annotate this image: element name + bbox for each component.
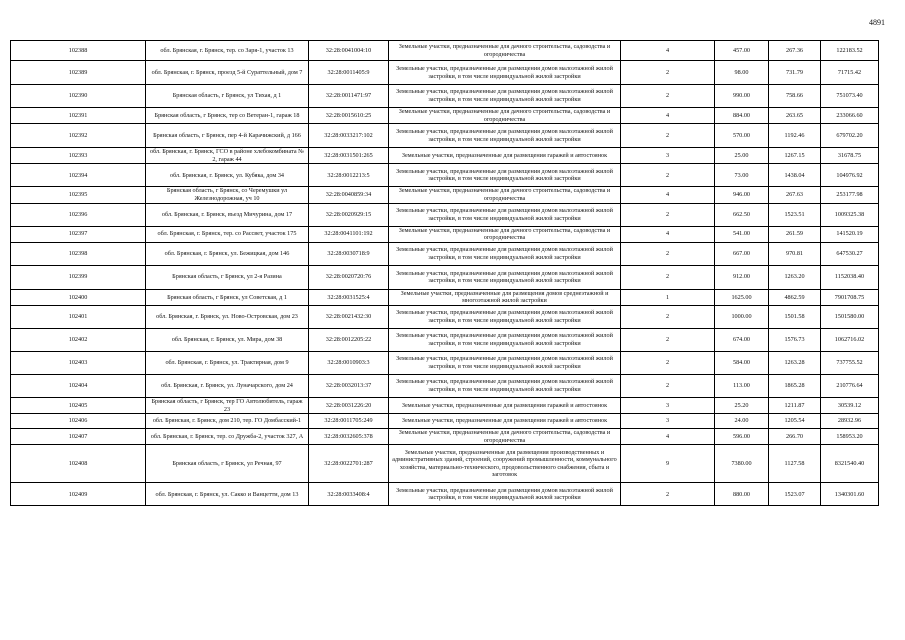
specific-value-cell: 1205.54 — [769, 414, 821, 429]
land-use-cell: Земельные участки, предназначенные для размещения производственных и административных зданий, строений, сооружений промышленности, коммунального хозяйства, материально-технического, продовольственного снабжения, сбыта и заготовок — [389, 445, 621, 483]
specific-value-cell: 1211.87 — [769, 397, 821, 413]
cadastral-number-cell: 32:28:0015610:25 — [309, 108, 389, 124]
row-number: 102396 — [11, 203, 146, 226]
cadastral-value-cell: 233066.60 — [821, 108, 879, 124]
land-use-cell: Земельные участки, предназначенные для размещения домов малоэтажной жилой застройки, в том числе индивидуальной жилой застройки — [389, 164, 621, 187]
address-cell: Брянская область, г Брянск, со Черемушки ул Железнодорожная, уч 10 — [146, 187, 309, 203]
table-row — [11, 414, 879, 429]
table-row — [11, 226, 879, 242]
cadastral-value-cell: 253177.98 — [821, 187, 879, 203]
cadastral-number-cell: 32:28:0031525:4 — [309, 289, 389, 305]
row-number: 102406 — [11, 414, 146, 429]
area-cell: 570.00 — [715, 124, 769, 148]
page-number: 4891 — [869, 18, 885, 27]
cadastral-value-cell: 141520.19 — [821, 226, 879, 242]
area-cell: 990.00 — [715, 85, 769, 108]
usage-group-cell: 3 — [621, 148, 715, 164]
land-use-cell: Земельные участки, предназначенные для дачного строительства, садоводства и огородничества — [389, 226, 621, 242]
area-cell: 946.00 — [715, 187, 769, 203]
specific-value-cell: 731.79 — [769, 61, 821, 85]
row-number: 102398 — [11, 242, 146, 265]
address-cell: Брянская область, г Брянск, пер 4-й Карачижский, д 166 — [146, 124, 309, 148]
cadastral-value-cell: 737755.52 — [821, 351, 879, 374]
specific-value-cell: 1263.28 — [769, 351, 821, 374]
area-cell: 667.00 — [715, 242, 769, 265]
land-use-cell: Земельные участки, предназначенные для размещения домов малоэтажной жилой застройки, в том числе индивидуальной жилой застройки — [389, 305, 621, 328]
usage-group-cell: 4 — [621, 41, 715, 61]
row-number: 102394 — [11, 164, 146, 187]
cadastral-number-cell: 32:28:0031501:265 — [309, 148, 389, 164]
table-row — [11, 397, 879, 413]
cadastral-value-cell: 1152038.40 — [821, 265, 879, 289]
area-cell: 662.50 — [715, 203, 769, 226]
area-cell: 880.00 — [715, 483, 769, 506]
cadastral-number-cell: 32:28:0012205:22 — [309, 328, 389, 351]
specific-value-cell: 758.66 — [769, 85, 821, 108]
cadastral-number-cell: 32:28:0032605:378 — [309, 429, 389, 445]
land-use-cell: Земельные участки, предназначенные для дачного строительства, садоводства и огородничества — [389, 41, 621, 61]
table-row — [11, 85, 879, 108]
land-use-cell: Земельные участки, предназначенные для размещения домов малоэтажной жилой застройки, в том числе индивидуальной жилой застройки — [389, 242, 621, 265]
usage-group-cell: 2 — [621, 61, 715, 85]
table-row — [11, 289, 879, 305]
table-row — [11, 374, 879, 397]
row-number: 102405 — [11, 397, 146, 413]
address-cell: обл. Брянская, г. Брянск, ул. Луначарского, дом 24 — [146, 374, 309, 397]
cadastral-number-cell: 32:28:0041101:192 — [309, 226, 389, 242]
specific-value-cell: 267.63 — [769, 187, 821, 203]
cadastral-number-cell: 32:28:0040859:34 — [309, 187, 389, 203]
cadastral-number-cell: 32:28:0030718:9 — [309, 242, 389, 265]
table-row — [11, 187, 879, 203]
row-number: 102400 — [11, 289, 146, 305]
specific-value-cell: 4862.59 — [769, 289, 821, 305]
address-cell: обл. Брянская, г. Брянск, тер. со Заря-1, участок 13 — [146, 41, 309, 61]
row-number: 102399 — [11, 265, 146, 289]
table-row — [11, 445, 879, 483]
cadastral-value-cell: 1009325.38 — [821, 203, 879, 226]
cadastral-number-cell: 32:28:0033217:102 — [309, 124, 389, 148]
usage-group-cell: 2 — [621, 124, 715, 148]
land-use-cell: Земельные участки, предназначенные для размещения гаражей и автостоянок — [389, 414, 621, 429]
address-cell: обл. Брянская, г. Брянск, ул. Ново-Островская, дом 23 — [146, 305, 309, 328]
address-cell: Брянская область, г Брянск, ул 2-я Разина — [146, 265, 309, 289]
land-use-cell: Земельные участки, предназначенные для размещения домов малоэтажной жилой застройки, в том числе индивидуальной жилой застройки — [389, 203, 621, 226]
land-use-cell: Земельные участки, предназначенные для размещения домов малоэтажной жилой застройки, в том числе индивидуальной жилой застройки — [389, 61, 621, 85]
cadastral-number-cell: 32:28:0020720:76 — [309, 265, 389, 289]
land-use-cell: Земельные участки, предназначенные для размещения домов малоэтажной жилой застройки, в том числе индивидуальной жилой застройки — [389, 328, 621, 351]
land-use-cell: Земельные участки, предназначенные для размещения домов малоэтажной жилой застройки, в том числе индивидуальной жилой застройки — [389, 351, 621, 374]
address-cell: Брянская область, г Брянск, ул Речная, 97 — [146, 445, 309, 483]
usage-group-cell: 2 — [621, 374, 715, 397]
cadastral-value-cell: 28932.96 — [821, 414, 879, 429]
usage-group-cell: 2 — [621, 305, 715, 328]
area-cell: 884.00 — [715, 108, 769, 124]
usage-group-cell: 1 — [621, 289, 715, 305]
row-number: 102388 — [11, 41, 146, 61]
table-row — [11, 124, 879, 148]
specific-value-cell: 1523.51 — [769, 203, 821, 226]
row-number: 102404 — [11, 374, 146, 397]
usage-group-cell: 4 — [621, 226, 715, 242]
cadastral-number-cell: 32:28:0041004:10 — [309, 41, 389, 61]
cadastral-number-cell: 32:28:0012213:5 — [309, 164, 389, 187]
cadastral-value-cell: 122183.52 — [821, 41, 879, 61]
row-number: 102395 — [11, 187, 146, 203]
specific-value-cell: 267.36 — [769, 41, 821, 61]
land-use-cell: Земельные участки, предназначенные для размещения домов малоэтажной жилой застройки, в том числе индивидуальной жилой застройки — [389, 124, 621, 148]
land-use-cell: Земельные участки, предназначенные для размещения домов малоэтажной жилой застройки, в том числе индивидуальной жилой застройки — [389, 85, 621, 108]
cadastral-number-cell: 32:28:0011405:9 — [309, 61, 389, 85]
address-cell: Брянская область, г Брянск, ул Советская, д 1 — [146, 289, 309, 305]
address-cell: обл. Брянская, г. Брянск, ул. Кубяка, дом 34 — [146, 164, 309, 187]
area-cell: 113.00 — [715, 374, 769, 397]
address-cell: Брянская область, г Брянск, тер со Ветеран-1, гараж 18 — [146, 108, 309, 124]
area-cell: 596.00 — [715, 429, 769, 445]
specific-value-cell: 1263.20 — [769, 265, 821, 289]
table-row — [11, 429, 879, 445]
usage-group-cell: 4 — [621, 187, 715, 203]
usage-group-cell: 3 — [621, 414, 715, 429]
cadastral-value-cell: 647530.27 — [821, 242, 879, 265]
row-number: 102389 — [11, 61, 146, 85]
specific-value-cell: 1127.58 — [769, 445, 821, 483]
cadastral-number-cell: 32:28:0021432:30 — [309, 305, 389, 328]
address-cell: обл. Брянская, г. Брянск, тер. со Рассвет, участок 175 — [146, 226, 309, 242]
row-number: 102393 — [11, 148, 146, 164]
address-cell: Брянская область, г Брянск, ул Тихая, д 1 — [146, 85, 309, 108]
land-use-cell: Земельные участки, предназначенные для размещения домов среднеэтажной и многоэтажной жилой застройки — [389, 289, 621, 305]
cadastral-value-cell: 1501580.00 — [821, 305, 879, 328]
area-cell: 73.00 — [715, 164, 769, 187]
usage-group-cell: 2 — [621, 164, 715, 187]
table-row — [11, 61, 879, 85]
address-cell: обл. Брянская, г. Брянск, тер. со Дружба-2, участок 327, А — [146, 429, 309, 445]
specific-value-cell: 970.81 — [769, 242, 821, 265]
table-row — [11, 483, 879, 506]
cadastral-value-cell: 104976.92 — [821, 164, 879, 187]
area-cell: 541.00 — [715, 226, 769, 242]
cadastral-number-cell: 32:28:0010903:3 — [309, 351, 389, 374]
row-number: 102402 — [11, 328, 146, 351]
usage-group-cell: 2 — [621, 483, 715, 506]
usage-group-cell: 2 — [621, 242, 715, 265]
land-use-cell: Земельные участки, предназначенные для дачного строительства, садоводства и огородничества — [389, 187, 621, 203]
row-number: 102408 — [11, 445, 146, 483]
table-row — [11, 242, 879, 265]
land-use-cell: Земельные участки, предназначенные для дачного строительства, садоводства и огородничества — [389, 108, 621, 124]
cadastral-registry-table — [10, 40, 879, 506]
table-row — [11, 148, 879, 164]
area-cell: 25.20 — [715, 397, 769, 413]
land-use-cell: Земельные участки, предназначенные для размещения домов малоэтажной жилой застройки, в том числе индивидуальной жилой застройки — [389, 265, 621, 289]
cadastral-number-cell: 32:28:0033408:4 — [309, 483, 389, 506]
cadastral-value-cell: 1062716.02 — [821, 328, 879, 351]
table-row — [11, 41, 879, 61]
row-number: 102409 — [11, 483, 146, 506]
cadastral-value-cell: 679702.20 — [821, 124, 879, 148]
land-use-cell: Земельные участки, предназначенные для дачного строительства, садоводства и огородничества — [389, 429, 621, 445]
table-body — [11, 41, 879, 506]
cadastral-number-cell: 32:28:0011471:97 — [309, 85, 389, 108]
area-cell: 912.00 — [715, 265, 769, 289]
cadastral-number-cell: 32:28:0011705:249 — [309, 414, 389, 429]
cadastral-value-cell: 210776.64 — [821, 374, 879, 397]
cadastral-value-cell: 158953.20 — [821, 429, 879, 445]
specific-value-cell: 261.59 — [769, 226, 821, 242]
land-use-cell: Земельные участки, предназначенные для размещения домов малоэтажной жилой застройки, в том числе индивидуальной жилой застройки — [389, 374, 621, 397]
cadastral-number-cell: 32:28:0031226:20 — [309, 397, 389, 413]
land-use-cell: Земельные участки, предназначенные для размещения домов малоэтажной жилой застройки, в том числе индивидуальной жилой застройки — [389, 483, 621, 506]
area-cell: 584.00 — [715, 351, 769, 374]
area-cell: 25.00 — [715, 148, 769, 164]
table-row — [11, 203, 879, 226]
cadastral-number-cell: 32:28:0020929:15 — [309, 203, 389, 226]
area-cell: 7380.00 — [715, 445, 769, 483]
row-number: 102397 — [11, 226, 146, 242]
specific-value-cell: 1501.58 — [769, 305, 821, 328]
cadastral-value-cell: 8321540.40 — [821, 445, 879, 483]
usage-group-cell: 2 — [621, 351, 715, 374]
table-row — [11, 265, 879, 289]
table-row — [11, 108, 879, 124]
area-cell: 674.00 — [715, 328, 769, 351]
cadastral-value-cell: 7901708.75 — [821, 289, 879, 305]
specific-value-cell: 1576.73 — [769, 328, 821, 351]
specific-value-cell: 1438.04 — [769, 164, 821, 187]
address-cell: обл. Брянская, г. Брянск, ул. Бежицкая, дом 146 — [146, 242, 309, 265]
usage-group-cell: 2 — [621, 328, 715, 351]
area-cell: 1625.00 — [715, 289, 769, 305]
cadastral-value-cell: 751073.40 — [821, 85, 879, 108]
address-cell: Брянская область, г Брянск, тер ГО Автолюбитель, гараж 23 — [146, 397, 309, 413]
address-cell: обл. Брянская, г. Брянск, ул. Мира, дом 38 — [146, 328, 309, 351]
row-number: 102390 — [11, 85, 146, 108]
area-cell: 24.00 — [715, 414, 769, 429]
usage-group-cell: 2 — [621, 85, 715, 108]
specific-value-cell: 1523.07 — [769, 483, 821, 506]
usage-group-cell: 3 — [621, 397, 715, 413]
table-row — [11, 328, 879, 351]
usage-group-cell: 4 — [621, 429, 715, 445]
specific-value-cell: 263.65 — [769, 108, 821, 124]
table-row — [11, 305, 879, 328]
specific-value-cell: 1192.46 — [769, 124, 821, 148]
row-number: 102401 — [11, 305, 146, 328]
usage-group-cell: 2 — [621, 203, 715, 226]
address-cell: обл. Брянская, г. Брянск, ул. Сакко и Ванцетти, дом 13 — [146, 483, 309, 506]
area-cell: 98.00 — [715, 61, 769, 85]
address-cell: обл. Брянская, г. Брянск, дом 210, тер. ГО Домбасский-1 — [146, 414, 309, 429]
row-number: 102403 — [11, 351, 146, 374]
specific-value-cell: 1865.28 — [769, 374, 821, 397]
table-row — [11, 351, 879, 374]
usage-group-cell: 9 — [621, 445, 715, 483]
row-number: 102391 — [11, 108, 146, 124]
usage-group-cell: 2 — [621, 265, 715, 289]
cadastral-number-cell: 32:28:0032013:37 — [309, 374, 389, 397]
land-use-cell: Земельные участки, предназначенные для размещения гаражей и автостоянок — [389, 397, 621, 413]
land-use-cell: Земельные участки, предназначенные для размещения гаражей и автостоянок — [389, 148, 621, 164]
specific-value-cell: 266.70 — [769, 429, 821, 445]
table-row — [11, 164, 879, 187]
address-cell: обл. Брянская, г. Брянск, проезд 5-й Сураттельный, дом 7 — [146, 61, 309, 85]
area-cell: 457.00 — [715, 41, 769, 61]
area-cell: 1000.00 — [715, 305, 769, 328]
usage-group-cell: 4 — [621, 108, 715, 124]
address-cell: обл. Брянская, г. Брянск, ул. Трактирная, дом 9 — [146, 351, 309, 374]
row-number: 102392 — [11, 124, 146, 148]
address-cell: обл. Брянская, г. Брянск, ГСО в районе хлебокомбината № 2, гараж 44 — [146, 148, 309, 164]
cadastral-value-cell: 71715.42 — [821, 61, 879, 85]
row-number: 102407 — [11, 429, 146, 445]
specific-value-cell: 1267.15 — [769, 148, 821, 164]
cadastral-value-cell: 1340301.60 — [821, 483, 879, 506]
address-cell: обл. Брянская, г. Брянск, въезд Мичурина, дом 17 — [146, 203, 309, 226]
cadastral-value-cell: 31678.75 — [821, 148, 879, 164]
cadastral-value-cell: 30539.12 — [821, 397, 879, 413]
cadastral-number-cell: 32:28:0022701:287 — [309, 445, 389, 483]
